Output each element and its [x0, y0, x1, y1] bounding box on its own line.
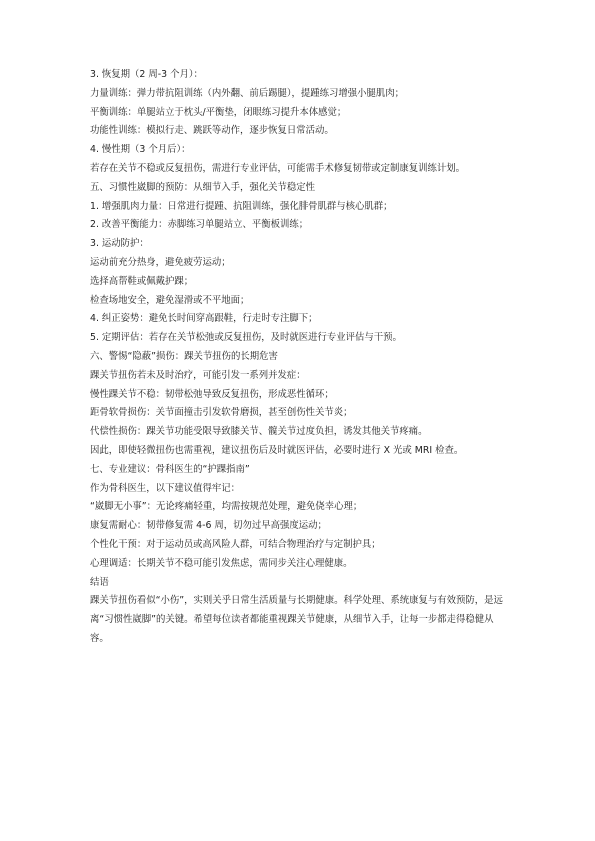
complications-intro: 踝关节扭伤若未及时治疗，可能引发一系列并发症： — [90, 369, 306, 381]
prevention-item: 1. 增强肌肉力量：日常进行提踵、抗阻训练，强化腓骨肌群与核心肌群； — [90, 200, 393, 212]
advice-item: 个性化干预：对于运动员或高风险人群，可结合物理治疗与定制护具； — [90, 538, 381, 550]
protection-subitem: 检查场地安全，避免湿滑或不平地面； — [90, 294, 250, 306]
complications-summary: 因此，即使轻微扭伤也需重视，建议扭伤后及时就医评估，必要时进行 X 光或 MRI 检查。 — [90, 444, 464, 456]
complication-item: 慢性踝关节不稳：韧带松弛导致反复扭伤，形成恶性循环； — [90, 388, 334, 400]
complication-item: 距骨软骨损伤：关节面撞击引发软骨磨损，甚至创伤性关节炎； — [90, 407, 353, 419]
prevention-item: 4. 纠正姿势：避免长时间穿高跟鞋，行走时专注脚下； — [90, 313, 318, 325]
protection-subitem: 选择高帮鞋或佩戴护踝； — [90, 275, 194, 287]
prevention-item: 3. 运动防护： — [90, 238, 149, 250]
section-six-heading: 六、警惕“隐蔽”损伤：踝关节扭伤的长期危害 — [90, 350, 278, 362]
section-seven-heading: 七、专业建议：骨科医生的“护踝指南” — [90, 463, 250, 475]
conclusion-paragraph: 踝关节扭伤看似“小伤”，实则关乎日常生活质量与长期健康。科学处理、系统康复与有效预防，是远离“习惯性崴脚”的关键。希望每位读者都能重视踝关节健康，从细节入手，让每一步都走得稳健从容。 — [90, 595, 503, 644]
conclusion-heading: 结语 — [90, 576, 109, 588]
prevention-item: 5. 定期评估：若存在关节松弛或反复扭伤，及时就医进行专业评估与干预。 — [90, 332, 402, 344]
chronic-text: 若存在关节不稳或反复扭伤，需进行专业评估，可能需手术修复韧带或定制康复训练计划。 — [90, 162, 466, 174]
advice-intro: 作为骨科医生，以下建议值得牢记： — [90, 482, 241, 494]
balance-training: 平衡训练：单腿站立于枕头/平衡垫，闭眼练习提升本体感觉； — [90, 106, 347, 118]
section-five-heading: 五、习惯性崴脚的预防：从细节入手，强化关节稳定性 — [90, 181, 316, 193]
chronic-heading: 4. 慢性期（3 个月后）： — [90, 144, 191, 156]
strength-training: 力量训练：弹力带抗阻训练（内外翻、前后踢腿），提踵练习增强小腿肌肉； — [90, 87, 405, 99]
recovery-heading: 3. 恢复期（2 周-3 个月）： — [90, 69, 203, 80]
functional-training: 功能性训练：模拟行走、跳跃等动作，逐步恢复日常活动。 — [90, 125, 334, 137]
prevention-item: 2. 改善平衡能力：赤脚练习单腿站立、平衡板训练； — [90, 219, 309, 231]
advice-item: 康复需耐心：韧带修复需 4-6 周，切勿过早高强度运动； — [90, 520, 327, 532]
protection-subitem: 运动前充分热身，避免疲劳运动； — [90, 256, 231, 268]
document-page — [90, 66, 508, 649]
advice-item: 心理调适：长期关节不稳可能引发焦虑，需同步关注心理健康。 — [90, 557, 353, 569]
advice-item: “崴脚无小事”：无论疼痛轻重，均需按规范处理，避免侥幸心理； — [90, 501, 363, 513]
complication-item: 代偿性损伤：踝关节功能受限导致膝关节、髋关节过度负担，诱发其他关节疼痛。 — [90, 426, 428, 438]
